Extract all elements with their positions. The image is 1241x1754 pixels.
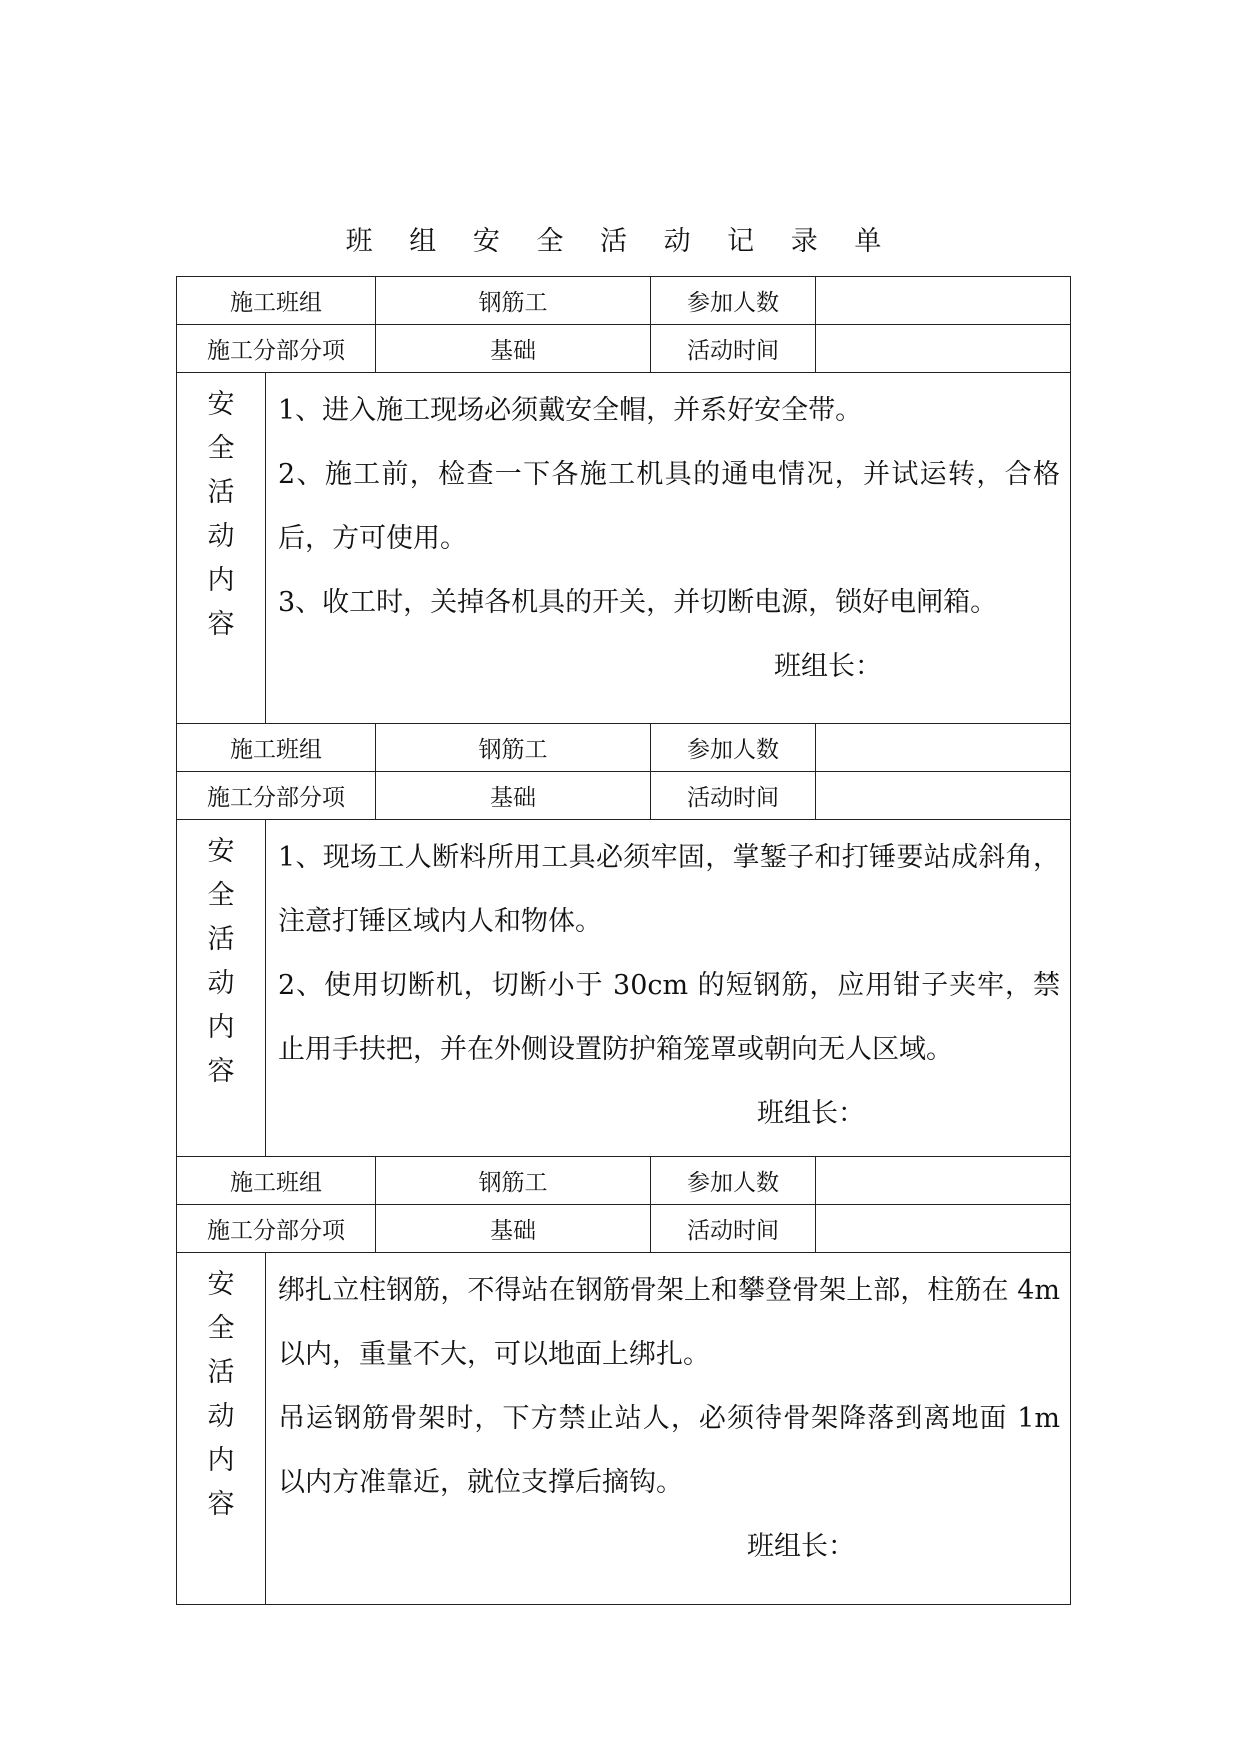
content-paragraph: 1、进入施工现场必须戴安全帽，并系好安全带。 [278, 395, 863, 426]
team-label: 施工班组 [177, 724, 376, 772]
side-label-char: 动 [207, 968, 235, 999]
side-label-char: 容 [207, 1056, 235, 1087]
section-label: 施工分部分项 [177, 1205, 376, 1253]
content-paragraph: 3、收工时，关掉各机具的开关，并切断电源，锁好电闸箱。 [278, 587, 998, 618]
side-label-char: 容 [207, 1489, 235, 1520]
activity-time-label: 活动时间 [651, 1205, 816, 1253]
record-3-content-row [177, 1253, 1071, 1605]
activity-time-label: 活动时间 [651, 772, 816, 820]
side-label-char: 安 [207, 1269, 235, 1300]
record-3-section-row [177, 1205, 1071, 1253]
side-label-char: 活 [207, 477, 235, 508]
side-label-char: 内 [207, 1445, 235, 1476]
activity-content-label [177, 820, 266, 1157]
content-paragraph: 1、现场工人断料所用工具必须牢固，掌錾子和打锤要站成斜角，注意打锤区域内人和物体。 [278, 842, 1060, 937]
activity-content [266, 373, 1071, 724]
side-label-char: 安 [207, 836, 235, 867]
content-paragraph: 2、施工前，检查一下各施工机具的通电情况，并试运转，合格后，方可使用。 [278, 459, 1060, 554]
activity-content-label [177, 373, 266, 724]
content-paragraph: 吊运钢筋骨架时，下方禁止站人，必须待骨架降落到离地面 1m 以内方准靠近，就位支撑后摘钩。 [278, 1403, 1060, 1498]
record-1-team-row [177, 277, 1071, 325]
activity-content-label [177, 1253, 266, 1605]
participant-count-value [816, 1157, 1071, 1205]
side-label-char: 动 [207, 521, 235, 552]
record-2-team-row [177, 724, 1071, 772]
activity-time-value [816, 772, 1071, 820]
record-2-section-row [177, 772, 1071, 820]
side-label-char: 全 [207, 433, 235, 464]
participant-count-label: 参加人数 [651, 1157, 816, 1205]
activity-time-value [816, 1205, 1071, 1253]
activity-time-value [816, 325, 1071, 373]
team-value: 钢筋工 [376, 724, 651, 772]
safety-record-table [176, 276, 1071, 1605]
team-value: 钢筋工 [376, 1157, 651, 1205]
team-label: 施工班组 [177, 277, 376, 325]
activity-time-label: 活动时间 [651, 325, 816, 373]
section-value: 基础 [376, 772, 651, 820]
team-leader-label: 班组长： [747, 1531, 855, 1562]
participant-count-label: 参加人数 [651, 277, 816, 325]
record-2-content-row [177, 820, 1071, 1157]
participant-count-label: 参加人数 [651, 724, 816, 772]
record-1-section-row [177, 325, 1071, 373]
participant-count-value [816, 277, 1071, 325]
section-value: 基础 [376, 325, 651, 373]
record-1-content-row [177, 373, 1071, 724]
team-leader-label: 班组长： [757, 1098, 865, 1129]
side-label-char: 活 [207, 924, 235, 955]
team-value: 钢筋工 [376, 277, 651, 325]
record-3-team-row [177, 1157, 1071, 1205]
participant-count-value [816, 724, 1071, 772]
document-title: 班 组 安 全 活 动 记 录 单 [345, 226, 896, 257]
section-label: 施工分部分项 [177, 772, 376, 820]
content-paragraph: 绑扎立柱钢筋，不得站在钢筋骨架上和攀登骨架上部，柱筋在 4m 以内，重量不大，可以地面上绑扎。 [278, 1275, 1060, 1370]
activity-content [266, 820, 1071, 1157]
content-paragraph: 2、使用切断机，切断小于 30cm 的短钢筋，应用钳子夹牢，禁止用手扶把，并在外侧设置防护箱笼罩或朝向无人区域。 [278, 970, 1060, 1065]
team-leader-label: 班组长： [774, 651, 882, 682]
side-label-char: 全 [207, 1313, 235, 1344]
side-label-char: 全 [207, 880, 235, 911]
side-label-char: 内 [207, 1012, 235, 1043]
team-label: 施工班组 [177, 1157, 376, 1205]
section-value: 基础 [376, 1205, 651, 1253]
side-label-char: 安 [207, 389, 235, 420]
section-label: 施工分部分项 [177, 325, 376, 373]
activity-content [266, 1253, 1071, 1605]
side-label-char: 活 [207, 1357, 235, 1388]
side-label-char: 动 [207, 1401, 235, 1432]
side-label-char: 内 [207, 565, 235, 596]
side-label-char: 容 [207, 609, 235, 640]
